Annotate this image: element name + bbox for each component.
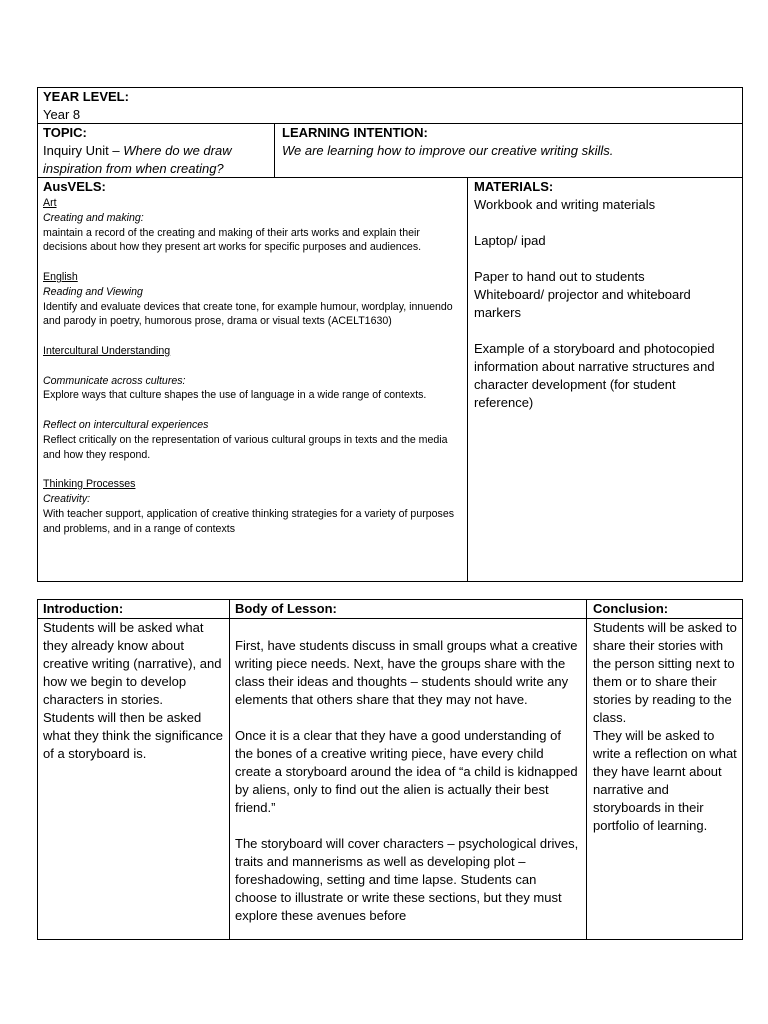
english-sub: Reading and Viewing: [43, 285, 143, 298]
year-level-cell: [43, 88, 733, 124]
topic-title: Where do we draw inspiration from when creating?: [43, 143, 232, 176]
english-heading: English: [43, 270, 78, 283]
divider: [229, 599, 230, 940]
art-sub: Creating and making:: [43, 211, 144, 224]
introduction-p1: Students will be asked what they already know about creative writing (narrative), and how we begin to develop characters in stories.: [43, 620, 222, 707]
learning-intention-label: LEARNING INTENTION:: [282, 125, 428, 140]
art-text: maintain a record of the creating and making of their arts works and explain their decisions about how they present art works for specific purposes and audiences.: [43, 226, 422, 254]
year-level-value: Year 8: [43, 107, 81, 122]
thinking-sub: Creativity:: [43, 492, 91, 505]
body-label: Body of Lesson:: [235, 601, 337, 616]
conclusion-p2: They will be asked to write a reflection on what they have learnt about narrative and storyboards in their portfolio of learning.: [593, 728, 737, 833]
intercultural-text1: Explore ways that culture shapes the use of language in a wide range of contexts.: [43, 389, 427, 402]
body-p2: Once it is a clear that they have a good understanding of the bones of a creative writing piece, have every child create a storyboard around the idea of “a child is kidnapped by aliens, only to find out the alien is actually their best friend.”: [235, 728, 578, 815]
materials-item: Workbook and writing materials: [474, 197, 656, 212]
materials-item: Laptop/ ipad: [474, 233, 546, 248]
year-level-label: YEAR LEVEL:: [43, 89, 129, 104]
body-text: [235, 637, 580, 939]
materials-item: Whiteboard/ projector and whiteboard markers: [474, 287, 691, 320]
intercultural-sub1: Communicate across cultures:: [43, 374, 186, 387]
body-p3: The storyboard will cover characters – psychological drives, traits and mannerisms as well as developing plot – foreshadowing, setting and time lapse. Students can choose to illustrate or write these sections, but they must explore these avenues before: [235, 836, 579, 923]
topic-cell: [43, 124, 269, 178]
learning-intention-cell: [282, 124, 737, 160]
ausvels-cell: [43, 178, 463, 536]
materials-label: MATERIALS:: [474, 179, 554, 194]
divider: [467, 177, 468, 582]
introduction-text: [43, 619, 225, 763]
conclusion-label: Conclusion:: [593, 601, 669, 616]
intercultural-sub2: Reflect on intercultural experiences: [43, 418, 209, 431]
topic-label: TOPIC:: [43, 125, 87, 140]
topic-prefix: Inquiry Unit –: [43, 143, 124, 158]
intercultural-heading: Intercultural Understanding: [43, 344, 171, 357]
materials-cell: [474, 178, 736, 412]
introduction-p2: Students will then be asked what they think the significance of a storyboard is.: [43, 710, 223, 761]
divider: [586, 599, 587, 940]
thinking-text: With teacher support, application of creative thinking strategies for a variety of purposes and problems, and in a range of contexts: [43, 507, 455, 535]
introduction-label: Introduction:: [43, 601, 124, 616]
english-text: Identify and evaluate devices that create tone, for example humour, wordplay, innuendo and parody in poetry, humorous prose, drama or visual texts (ACELT1630): [43, 300, 453, 328]
art-heading: Art: [43, 197, 57, 209]
divider: [274, 123, 275, 177]
materials-item: Paper to hand out to students: [474, 269, 645, 284]
intercultural-text2: Reflect critically on the representation of various cultural groups in texts and the media and how they respond.: [43, 433, 448, 461]
body-p1: First, have students discuss in small groups what a creative writing piece needs. Next, have the groups share with the class their ideas and thoughts – students should write any elements that others share that they may not have.: [235, 638, 578, 707]
conclusion-p1: Students will be asked to share their stories with the person sitting next to them or to share their stories by reading to the class.: [593, 620, 737, 725]
materials-item: Example of a storyboard and photocopied information about narrative structures and character development (for student reference): [474, 341, 715, 410]
conclusion-text: [593, 619, 739, 835]
learning-intention-value: We are learning how to improve our creative writing skills.: [282, 143, 614, 158]
ausvels-label: AusVELS:: [43, 179, 106, 194]
thinking-heading: Thinking Processes: [43, 478, 136, 491]
